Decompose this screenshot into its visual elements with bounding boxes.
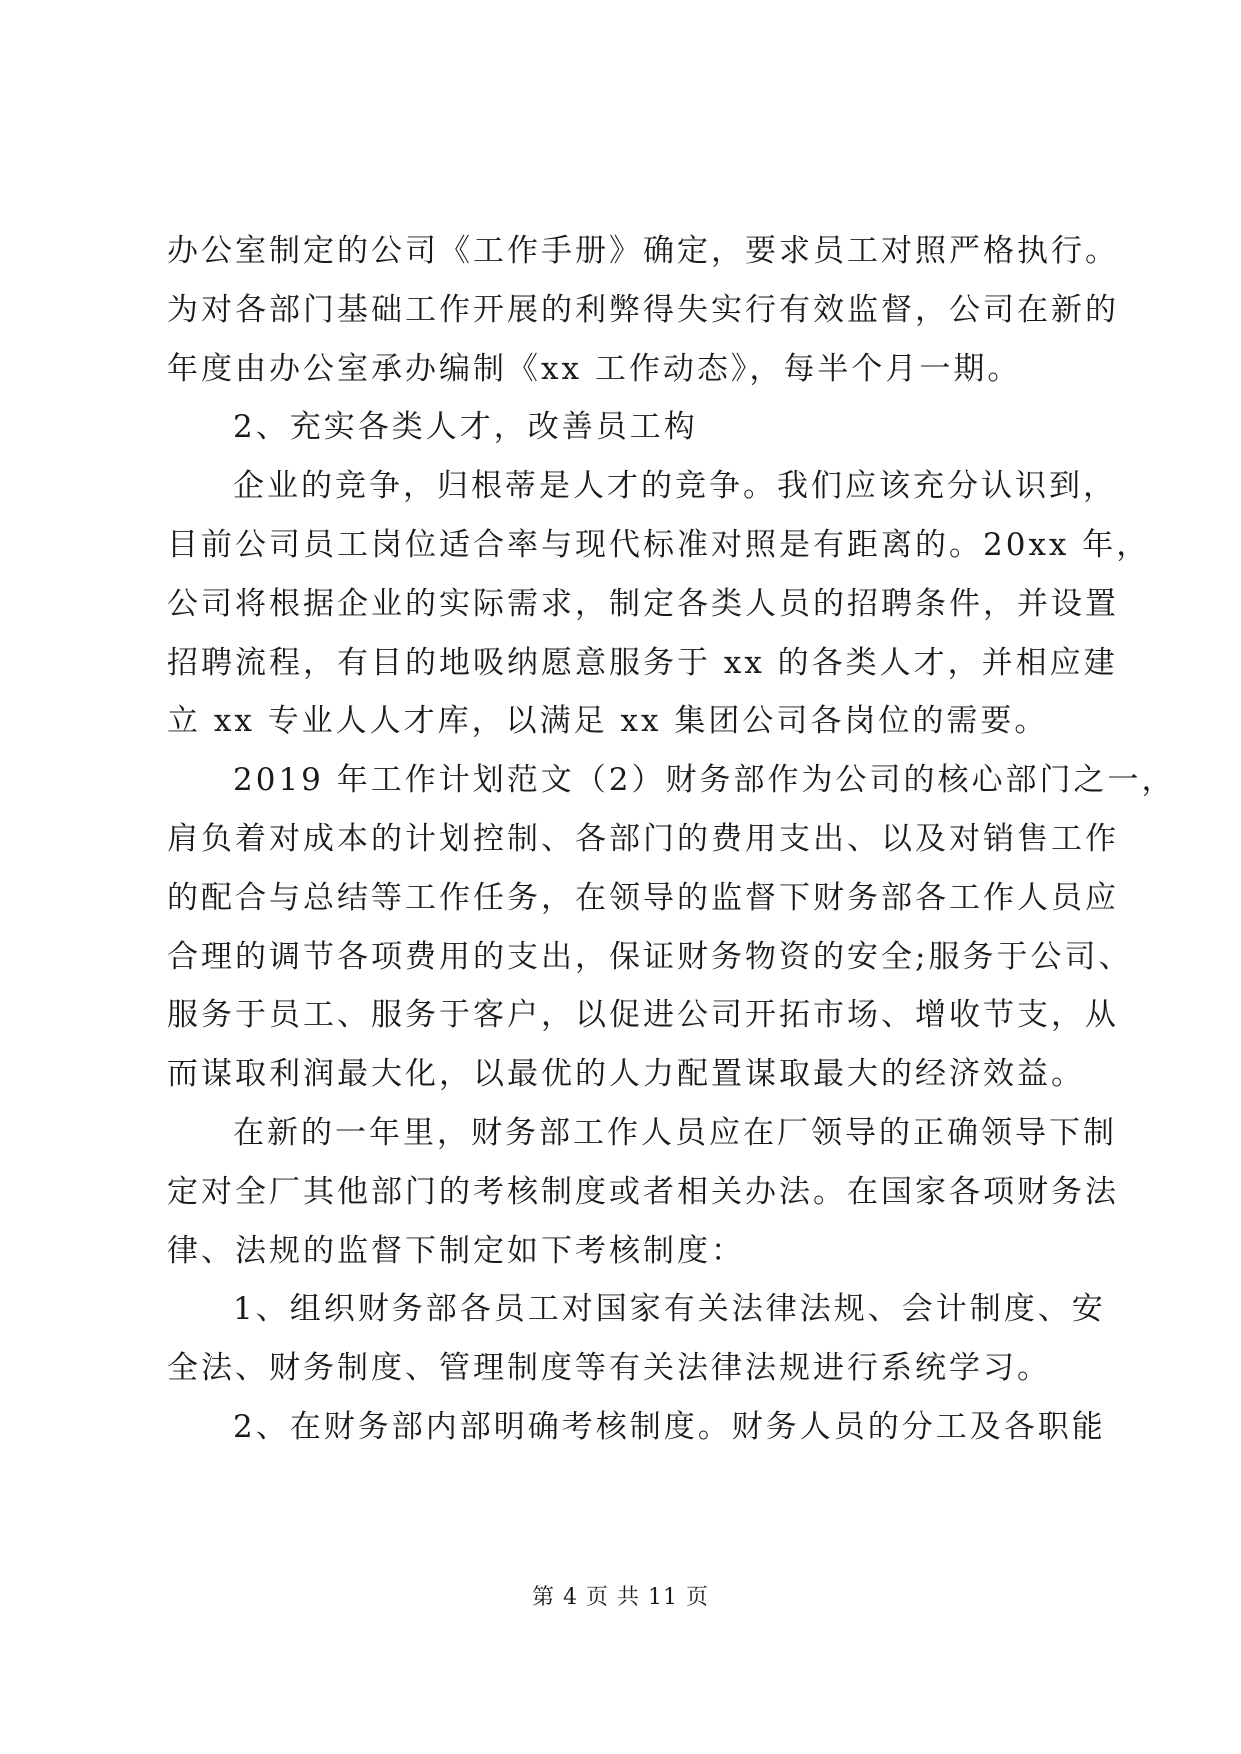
page-number-footer: 第 4 页 共 11 页 <box>532 1585 709 1610</box>
text-line: 服务于员工、服务于客户，以促进公司开拓市场、增收节支，从 <box>167 997 1119 1034</box>
text-line: 目前公司员工岗位适合率与现代标准对照是有距离的。20xx 年， <box>167 526 1151 563</box>
text-line: 招聘流程，有目的地吸纳愿意服务于 xx 的各类人才，并相应建 <box>167 644 1118 681</box>
list-item: 2、在财务部内部明确考核制度。财务人员的分工及各职能 <box>233 1408 1106 1445</box>
section-heading: 2、充实各类人才，改善员工构 <box>233 409 698 446</box>
paragraph-start: 企业的竞争，归根蒂是人才的竞争。我们应该充分认识到， <box>233 468 1117 505</box>
text-line: 合理的调节各项费用的支出，保证财务物资的安全;服务于公司、 <box>167 938 1133 975</box>
text-line: 的配合与总结等工作任务，在领导的监督下财务部各工作人员应 <box>167 879 1119 916</box>
text-line: 肩负着对成本的计划控制、各部门的费用支出、以及对销售工作 <box>167 820 1119 857</box>
text-line: 为对各部门基础工作开展的利弊得失实行有效监督，公司在新的 <box>167 291 1119 328</box>
text-line: 而谋取利润最大化，以最优的人力配置谋取最大的经济效益。 <box>167 1056 1085 1093</box>
text-line: 定对全厂其他部门的考核制度或者相关办法。在国家各项财务法 <box>167 1173 1119 1210</box>
paragraph-start: 2019 年工作计划范文（2）财务部作为公司的核心部门之一， <box>233 762 1176 799</box>
text-line: 全法、财务制度、管理制度等有关法律法规进行系统学习。 <box>167 1350 1051 1387</box>
text-line: 年度由办公室承办编制《xx 工作动态》，每半个月一期。 <box>167 350 1022 387</box>
text-line: 公司将根据企业的实际需求，制定各类人员的招聘条件，并设置 <box>167 585 1119 622</box>
list-item: 1、组织财务部各员工对国家有关法律法规、会计制度、安 <box>233 1291 1106 1328</box>
body-text <box>167 222 1176 1457</box>
paragraph-start: 在新的一年里，财务部工作人员应在厂领导的正确领导下制 <box>233 1114 1117 1151</box>
text-line: 办公室制定的公司《工作手册》确定，要求员工对照严格执行。 <box>167 233 1119 269</box>
text-line: 律、法规的监督下制定如下考核制度： <box>167 1232 745 1269</box>
text-line: 立 xx 专业人人才库，以满足 xx 集团公司各岗位的需要。 <box>167 703 1049 740</box>
